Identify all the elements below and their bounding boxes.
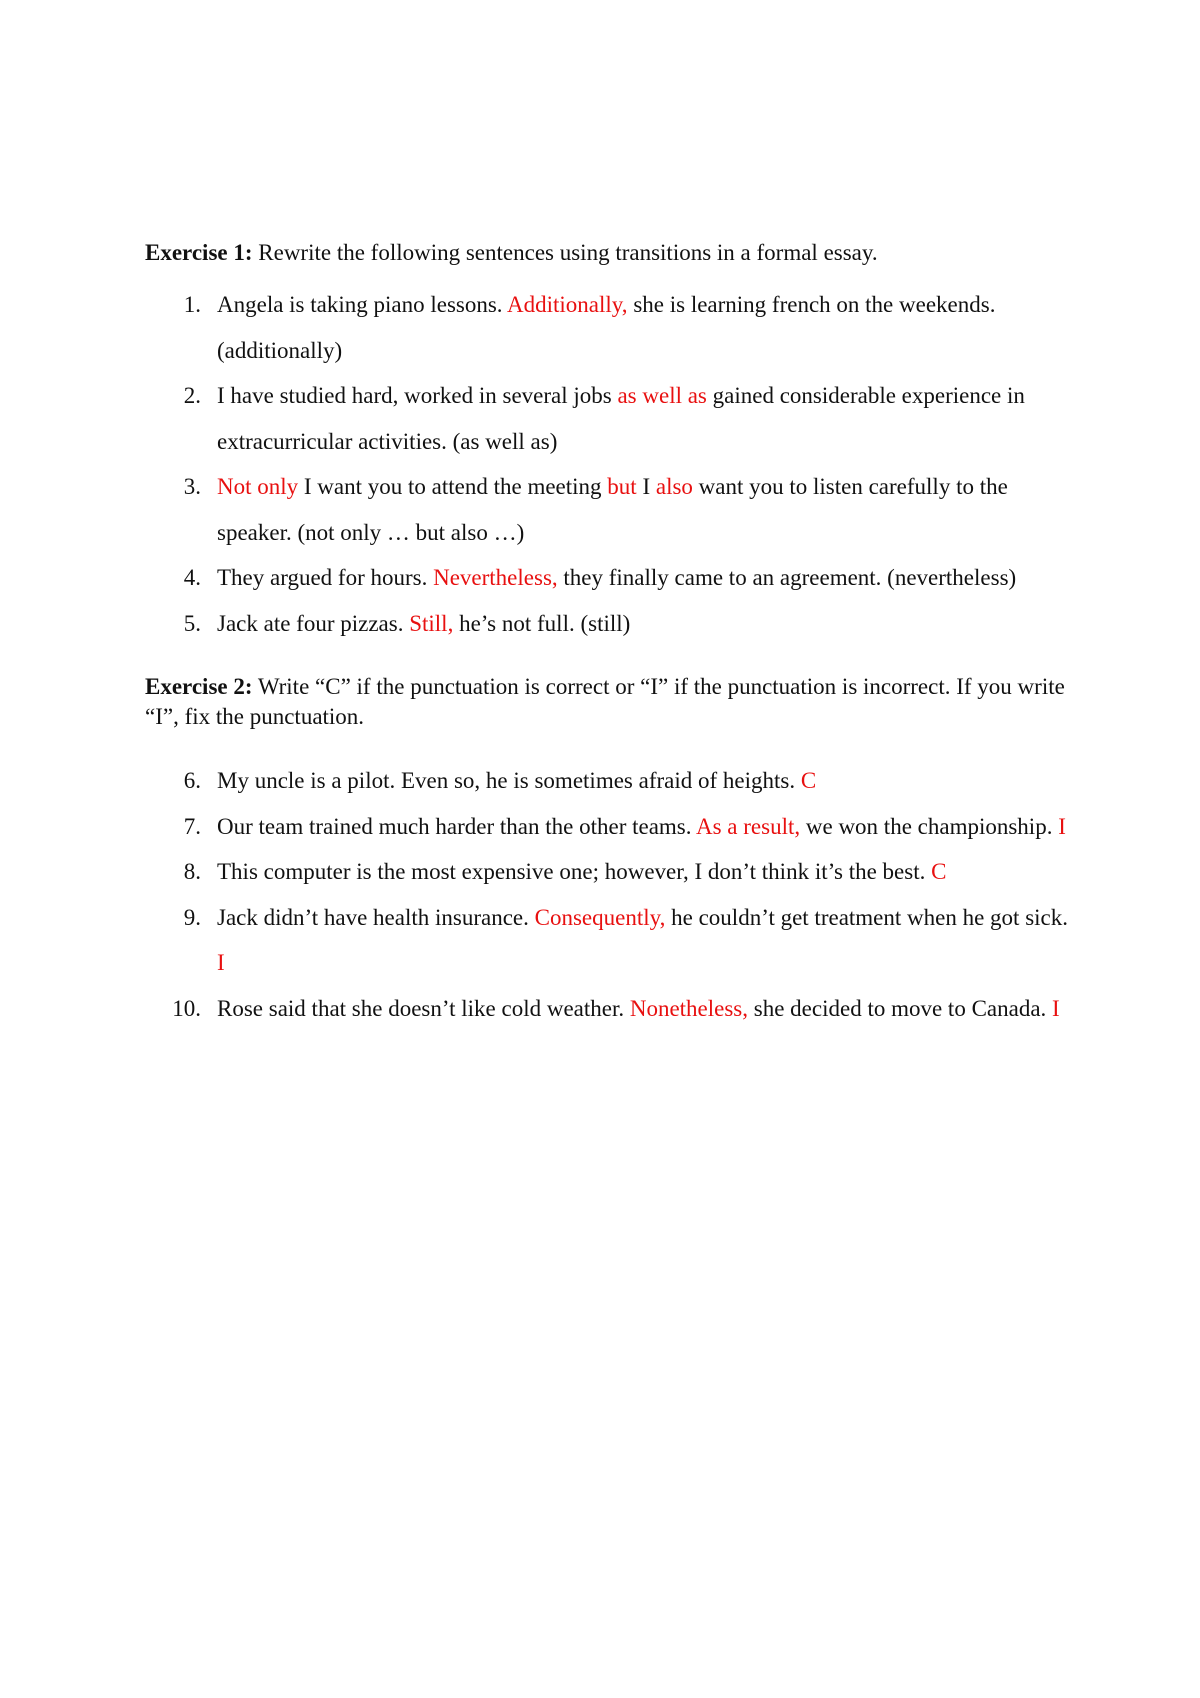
- list-item: [145, 986, 1075, 1032]
- sentence-text: gained considerable experience in extracurricular activities. (as well as): [217, 383, 1025, 454]
- exercise-2-label: Exercise 2:: [145, 674, 253, 699]
- exercise-1-label: Exercise 1:: [145, 240, 253, 265]
- item-number: 8.: [183, 859, 201, 884]
- answer-text: also: [655, 474, 693, 499]
- item-number: 4.: [183, 565, 201, 590]
- answer-text: C: [931, 859, 947, 884]
- list-item: [145, 601, 1075, 647]
- item-number: 6.: [183, 768, 201, 793]
- answer-text: I: [1058, 813, 1066, 839]
- list-item: [145, 849, 1075, 895]
- exercise-2-instruction: Write “C” if the punctuation is correct or “I” if the punctuation is incorrect. If you write “I”, fix the punctuation.: [145, 674, 1065, 729]
- item-number: 9.: [183, 904, 201, 930]
- exercise-1-list: [145, 282, 1075, 646]
- sentence-text: I: [636, 474, 656, 499]
- list-item: [145, 895, 1075, 986]
- sentence-text: Angela is taking piano lessons.: [217, 292, 508, 317]
- item-sentence: [217, 814, 1066, 839]
- item-sentence: [217, 859, 946, 884]
- list-item: [145, 758, 1075, 804]
- item-sentence: [217, 768, 816, 793]
- answer-text: Not only: [217, 474, 299, 499]
- item-number: 5.: [183, 610, 201, 636]
- sentence-text: they finally came to an agreement. (nevertheless): [557, 565, 1017, 590]
- item-sentence: [217, 996, 1060, 1021]
- sentence-text: she is learning french on the weekends. (additionally): [217, 292, 996, 363]
- item-number: 1.: [183, 292, 201, 317]
- item-number: 7.: [183, 813, 201, 839]
- item-number: 10.: [172, 995, 201, 1021]
- item-number: 3.: [183, 474, 201, 499]
- sentence-text: I have studied hard, worked in several jobs: [217, 383, 618, 408]
- exercise-1-heading: [145, 238, 1075, 268]
- answer-text: Nonetheless,: [629, 995, 749, 1021]
- exercise-1-instruction: Rewrite the following sentences using transitions in a formal essay.: [252, 240, 878, 265]
- sentence-text: Jack didn’t have health insurance.: [217, 904, 535, 930]
- sentence-text: he’s not full. (still): [453, 610, 631, 636]
- list-item: [145, 464, 1075, 555]
- sentence-text: Our team trained much harder than the other teams.: [217, 813, 696, 839]
- item-sentence: [217, 905, 1068, 976]
- sentence-text: she decided to move to Canada.: [748, 995, 1053, 1021]
- list-item: [145, 282, 1075, 373]
- answer-text: I: [1052, 995, 1060, 1021]
- exercise-2-list: [145, 758, 1075, 1031]
- document-page: [145, 238, 1075, 1031]
- answer-text: Still,: [409, 610, 454, 636]
- sentence-text: My uncle is a pilot. Even so, he is sometimes afraid of heights.: [217, 768, 801, 793]
- sentence-text: want you to listen carefully to the speaker. (not only … but also …): [217, 474, 1008, 545]
- exercise-2-heading: [145, 672, 1075, 732]
- sentence-text: Rose said that she doesn’t like cold weather.: [217, 995, 630, 1021]
- list-item: [145, 373, 1075, 464]
- item-number: 2.: [183, 383, 201, 408]
- answer-text: Additionally,: [507, 292, 628, 317]
- list-item: [145, 804, 1075, 850]
- item-sentence: [217, 292, 995, 363]
- answer-text: C: [800, 768, 817, 793]
- answer-text: I: [217, 950, 225, 975]
- sentence-text: This computer is the most expensive one; however, I don’t think it’s the best.: [217, 859, 932, 884]
- list-item: [145, 555, 1075, 601]
- answer-text: As a result,: [696, 813, 801, 839]
- answer-text: as well as: [617, 383, 707, 408]
- answer-text: Consequently,: [534, 904, 666, 930]
- sentence-text: They argued for hours.: [217, 565, 434, 590]
- answer-text: but: [607, 474, 637, 499]
- sentence-text: we won the championship.: [800, 813, 1059, 839]
- item-sentence: [217, 383, 1025, 454]
- sentence-text: Jack ate four pizzas.: [217, 610, 410, 636]
- sentence-text: I want you to attend the meeting: [298, 474, 608, 499]
- item-sentence: [217, 611, 630, 636]
- sentence-text: he couldn’t get treatment when he got sick.: [665, 904, 1068, 930]
- answer-text: Nevertheless,: [433, 565, 558, 590]
- item-sentence: [217, 474, 1008, 545]
- item-sentence: [217, 565, 1016, 590]
